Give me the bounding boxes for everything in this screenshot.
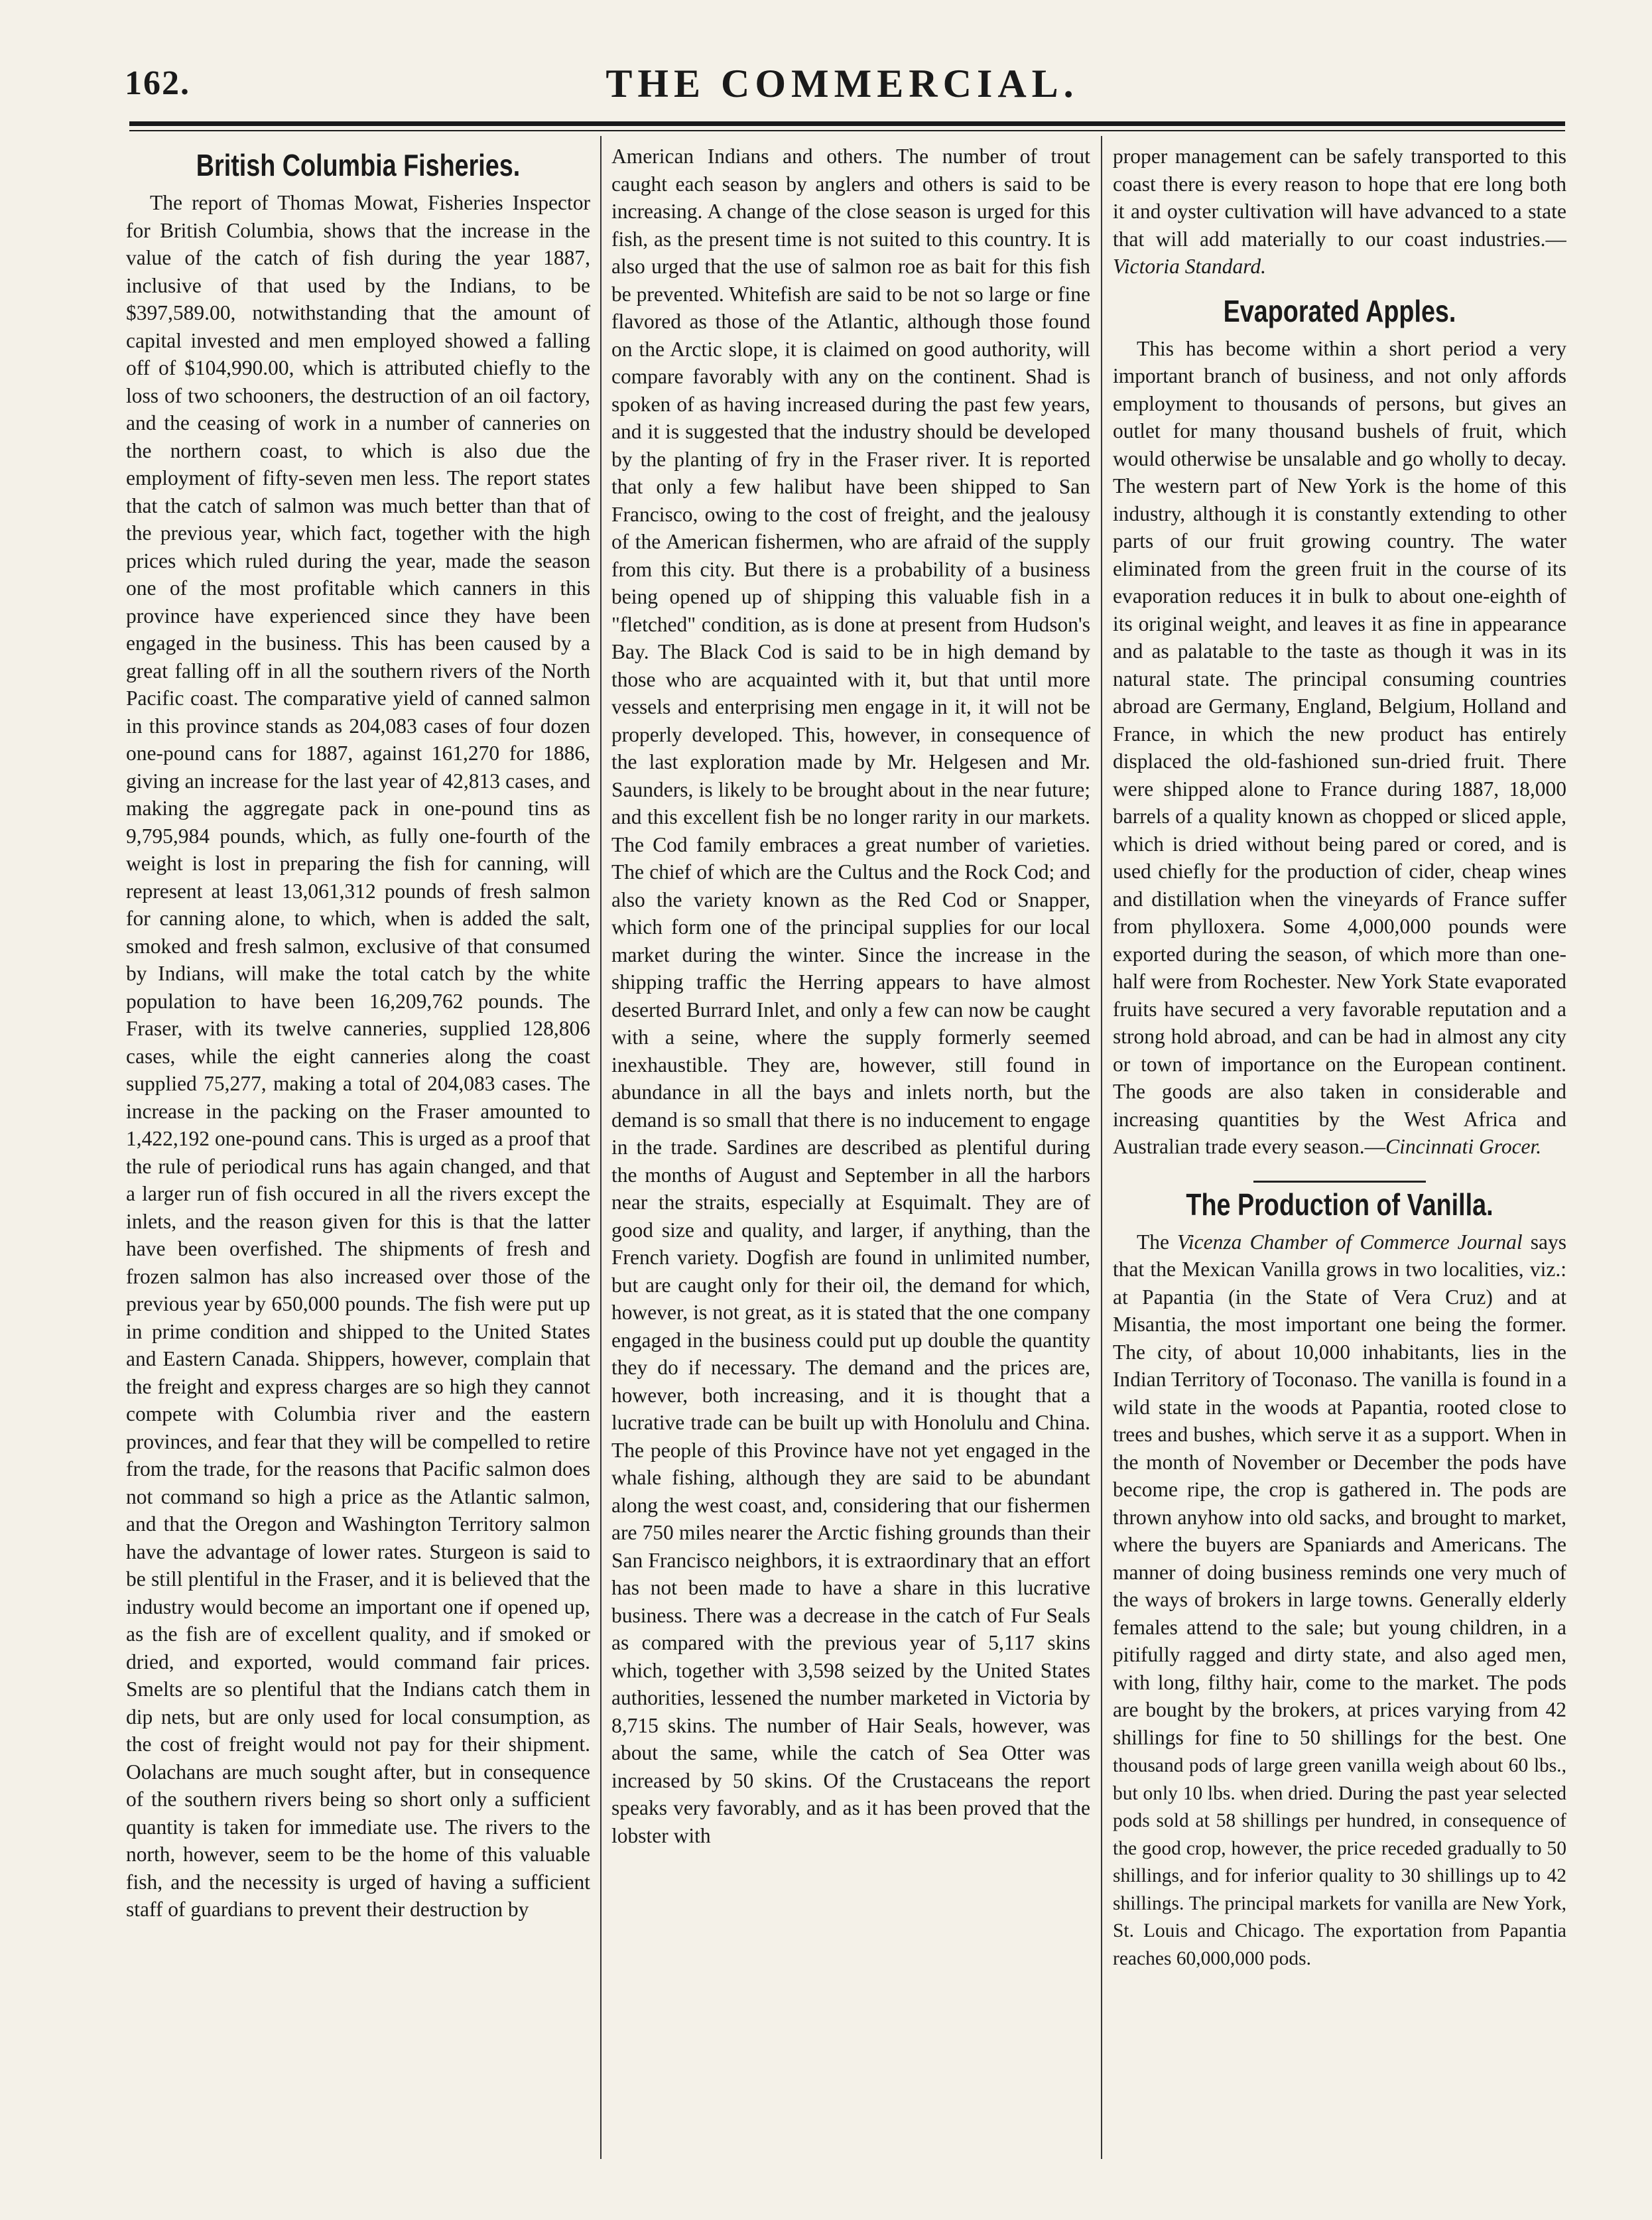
headline-british-columbia-fisheries: British Columbia Fisheries. [196, 148, 521, 182]
masthead-title: THE COMMERCIAL. [605, 62, 1079, 105]
page-number: 162. [125, 64, 190, 102]
column-2 [611, 143, 1090, 2172]
publication-name: Vicenza Chamber of Commerce Journal [1177, 1230, 1523, 1254]
paragraph-text: says that the Mexican Vanilla grows in two localities, viz.: at Papantia (in the State of Vera Cruz) and at Misantia, the most important one being the former. The city, of about 10,000 inhabitants, lies in the Indian Territory of Toconaso. The vanilla is found in a wild state in the woods at Papantia, rooted close to trees and bushes, which serve it as a support. When in the month of November or December the pods have become ripe, the crop is gathered in. The pods are thrown anyhow into old sacks, and brought to market, where the buyers are Spaniards and Americans. The manner of doing business reminds one very much of the ways of brokers in large towns. Generally elderly females attend to the sale; but young children, in a pitifully ragged and dirty state, and also aged men, with long, filthy hair, come to the market. The pods are bought by the brokers, at prices varying from 42 shillings for fine to 50 shillings for the best. [1113, 1230, 1566, 1749]
header-rule-thin [129, 130, 1565, 131]
article-paragraph [1113, 1228, 1566, 1972]
column-divider [600, 136, 602, 2159]
source-credit: Victoria Standard. [1113, 255, 1266, 278]
section-ornament [1113, 1166, 1566, 1179]
article-paragraph [1113, 335, 1566, 1161]
column-divider [1101, 136, 1102, 2159]
paragraph-text: This has become within a short period a very important branch of business, and not only affords employment to thousands of persons, but gives an outlet for many thousand bushels of fruit, which would otherwise be unsalable and go wholly to decay. The western part of New York is the home of this industry, although it is constantly extending to other parts of our fruit growing country. The water eliminated from the green fruit in the course of its evaporation reduces it in bulk to about one-eighth of its original weight, and leaves it as fine in appearance and as palatable to the taste as though it was in its natural state. The principal consuming countries abroad are Germany, England, Belgium, Holland and France, in which the new product has entirely displaced the old-fashioned sun-dried fruit. There were shipped alone to France during 1887, 18,000 barrels of a quality known as chopped or sliced apple, which is dried without being pared or cored, and is used chiefly for the production of cider, cheap wines and distillation when the vineyards of France suffer from phylloxera. Some 4,000,000 pounds were exported during the season, of which more than one-half were from Rochester. New York State evaporated fruits have secured a very favorable reputation and a strong hold abroad, and can be had in almost any city or town of importance on the European continent. The goods are also taken in considerable and increasing quantities by the West Africa and Australian trade every season.— [1113, 336, 1566, 1158]
header-rule-thick [129, 121, 1565, 126]
paragraph-lead: The [1137, 1230, 1178, 1254]
headline-production-of-vanilla: The Production of Vanilla. [1186, 1187, 1493, 1222]
page-header [119, 61, 1565, 114]
article-paragraph [1113, 143, 1566, 281]
article-paragraph: American Indians and others. The number of trout caught each season by anglers and others is said to be increasing. A change of the close season is urged for this fish, as the present time is not suited to this country. It is also urged that the use of salmon roe as bait for this fish be prevented. Whitefish are said to be not so large or fine flavored as those of the Atlantic, although those found on the Arctic slope, it is claimed on good authority, will compare favorably with any on the continent. Shad is spoken of as having increased during the past few years, and it is suggested that the industry should be developed by the planting of fry in the Fraser river. It is reported that only a few halibut have been shipped to San Francisco, owing to the cost of freight, and the jealousy of the American fishermen, who are afraid of the supply from this city. But there is a probability of a business being opened up of shipping this valuable fish in a "fletched" condition, as is done at present from Hudson's Bay. The Black Cod is said to be in high demand by those who are acquainted with it, but that until more vessels and enterprising men engage in it, it will not be properly developed. This, however, in consequence of the last exploration made by Mr. Helgesen and Mr. Saunders, is likely to be brought about in the near future; and this excellent fish be no longer rarity in our markets. The Cod family embraces a great number of varieties. The chief of which are the Cultus and the Rock Cod; and also the variety known as the Red Cod or Snapper, which form one of the principal supplies for our local market during the winter. Since the increase in the shipping traffic the Herring appears to have almost deserted Burrard Inlet, and only a few can now be caught with a seine, where the supply formerly seemed inexhaustible. They are, however, still found in abundance in all the bays and inlets north, but the demand is so small that there is no inducement to engage in the trade. Sardines are described as plentiful during the months of August and September in all the harbors near the straits, especially at Esquimalt. They are of good size and quality, and larger, if anything, than the French variety. Dogfish are found in unlimited number, but are caught only for their oil, the demand for which, however, is not great, as it is stated that the one company engaged in the business could put up double the quantity they do if necessary. The demand and the prices are, however, both increasing, and it is thought that a lucrative trade can be built up with Honolulu and China. The people of this Province have not yet engaged in the whale fishing, although they are said to be abundant along the west coast, and, considering that our fishermen are 750 miles nearer the Arctic fishing grounds than their San Francisco neighbors, it is extraordinary that an effort has not been made to have a share in this lucrative business. There was a decrease in the catch of Fur Seals as compared with the previous year of 5,117 skins which, together with 3,598 seized by the United States authorities, lessened the number marketed in Victoria by 8,715 skins. The number of Hair Seals, however, was about the same, while the catch of Sea Otter was increased by 50 skins. Of the Crustaceans the report speaks very favorably, and as it has been proved that the lobster with [611, 145, 1090, 1847]
column-1 [126, 143, 590, 2172]
paragraph-text: proper management can be safely transported to this coast there is every reason to hope that ere long both it and oyster cultivation will have advanced to a state that will add materially to our coast industries.— [1113, 145, 1566, 251]
source-credit: Cincinnati Grocer. [1385, 1135, 1542, 1158]
column-3 [1113, 143, 1566, 2172]
headline-evaporated-apples: Evaporated Apples. [1223, 293, 1456, 328]
paragraph-small-text: One thousand pods of large green vanilla weigh about 60 lbs., but only 10 lbs. when dried. During the past year selected pods sold at 58 shillings per hundred, in consequence of the good crop, however, the price receded gradually to 50 shillings, and for inferior quality to 30 shillings up to 42 shillings. The principal markets for vanilla are New York, St. Louis and Chicago. The exportation from Papantia reaches 60,000,000 pods. [1113, 1727, 1566, 1969]
article-paragraph: The report of Thomas Mowat, Fisheries Inspector for British Columbia, shows that the increase in the value of the catch of fish during the year 1887, inclusive of that used by the Indians, to be $397,589.00, notwithstanding that the amount of capital invested and men employed showed a falling off of $104,990.00, which is attributed chiefly to the loss of two schooners, the destruction of an oil factory, and the ceasing of work in a number of canneries on the northern coast, to which is also due the employment of fifty-seven men less. The report states that the catch of salmon was much better than that of the previous year, which fact, together with the high prices which ruled during the year, made the season one of the most profitable which canners in this province have experienced since they have been engaged in the business. This has been caused by a great falling off in all the southern rivers of the North Pacific coast. The comparative yield of canned salmon in this province stands as 204,083 cases of four dozen one-pound cans for 1887, against 161,270 for 1886, giving an increase for the last year of 42,813 cases, and making the aggregate pack in one-pound tins as 9,795,984 pounds, which, as fully one-fourth of the weight is lost in preparing the fish for canning, will represent at least 13,061,312 pounds of fresh salmon for canning alone, to which, when is added the salt, smoked and fresh salmon, exclusive of that consumed by Indians, will make the total catch by the white population to have been 16,209,762 pounds. The Fraser, with its twelve canneries, supplied 128,806 cases, while the eight canneries along the coast supplied 75,277, making a total of 204,083 cases. The increase in the packing on the Fraser amounted to 1,422,192 one-pound cans. This is urged as a proof that the rule of periodical runs has again changed, and that a larger run of fish occured in all the rivers except the inlets, and the reason given for this is that the latter have been overfished. The shipments of fresh and frozen salmon has also increased over those of the previous year by 650,000 pounds. The fish were put up in prime condition and shipped to the United States and Eastern Canada. Shippers, however, complain that the freight and express charges are so high they cannot compete with Columbia river and the eastern provinces, and fear that they will be compelled to retire from the trade, for the reasons that Pacific salmon does not command so high a price as the Atlantic salmon, and that the Oregon and Washington Territory salmon have the advantage of lower rates. Sturgeon is said to be still plentiful in the Fraser, and it is believed that the industry would become an important one if opened up, as the fish are of excellent quality, and if smoked or dried, and exported, would command fair prices. Smelts are so plentiful that the Indians catch them in dip nets, but are only used for local consumption, as the cost of freight would not pay for their shipment. Oolachans are much sought after, but in consequence of the southern rivers being so short only a sufficient quantity is taken for immediate use. The rivers to the north, however, seem to be the home of this valuable fish, and the necessity is urged of having a sufficient staff of guardians to prevent their destruction by [126, 191, 590, 1921]
